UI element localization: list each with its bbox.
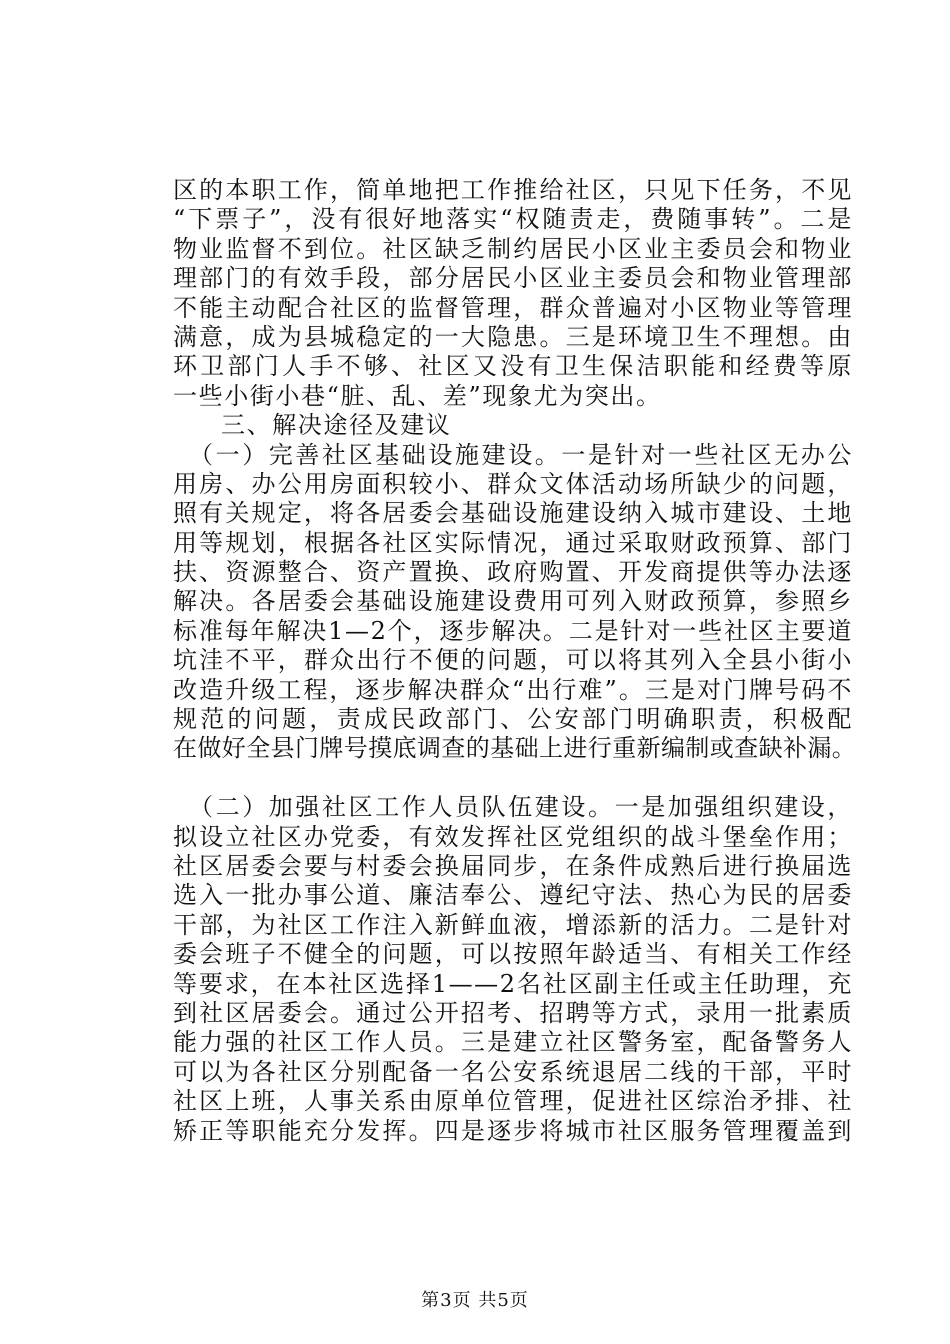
text-line: 可以为各社区分别配备一名公安系统退居二线的干部，平时 — [173, 1057, 853, 1086]
text-line: 到社区居委会。通过公开招考、招聘等方式，录用一批素质 — [173, 998, 853, 1027]
text-line: 用等规划，根据各社区实际情况，通过采取财政预算、部门 — [173, 528, 853, 557]
text-line: 照有关规定，将各居委会基础设施建设纳入城市建设、土地 — [173, 499, 853, 528]
text-line: 干部，为社区工作注入新鲜血液，增添新的活力。二是针对 — [173, 910, 853, 939]
text-line: （一）完善社区基础设施建设。一是针对一些社区无办公 — [189, 440, 853, 469]
text-line: 区的本职工作，简单地把工作推给社区，只见下任务，不见 — [173, 176, 853, 204]
text-line: 一些小街小巷“脏、乱、差”现象尤为突出。 — [173, 381, 662, 410]
paragraph-gap — [173, 764, 853, 793]
page-number-footer: 第3页 共5页 — [421, 1290, 529, 1311]
text-line: 不能主动配合社区的监督管理，群众普遍对小区物业等管理 — [173, 293, 853, 322]
text-line: （二）加强社区工作人员队伍建设。一是加强组织建设， — [189, 793, 853, 822]
text-line: 选入一批办事公道、廉洁奉公、遵纪守法、热心为民的居委 — [173, 881, 853, 910]
text-line: 理部门的有效手段，部分居民小区业主委员会和物业管理部 — [173, 264, 853, 293]
text-line: 在做好全县门牌号摸底调查的基础上进行重新编制或查缺补漏。 — [173, 734, 857, 763]
text-line: 坑洼不平，群众出行不便的问题，可以将其列入全县小街小 — [173, 646, 853, 675]
text-line: 等要求，在本社区选择1——2名社区副主任或主任助理，充 — [173, 969, 853, 998]
section-heading: 三、解决途径及建议 — [221, 411, 452, 440]
text-line: 解决。各居委会基础设施建设费用可列入财政预算，参照乡 — [173, 587, 853, 616]
text-line: 标准每年解决1—2个，逐步解决。二是针对一些社区主要道 — [173, 616, 853, 645]
paragraph-problems-continued — [173, 176, 853, 411]
text-line: 委会班子不健全的问题，可以按照年龄适当、有相关工作经 — [173, 940, 853, 969]
text-line: 能力强的社区工作人员。三是建立社区警务室，配备警务人 — [173, 1028, 853, 1057]
paragraph-infrastructure — [173, 440, 857, 764]
text-line: 环卫部门人手不够、社区又没有卫生保洁职能和经费等原 — [173, 352, 853, 381]
text-line: 用房、办公用房面积较小、群众文体活动场所缺少的问题， — [173, 469, 853, 498]
text-line: 矫正等职能充分发挥。四是逐步将城市社区服务管理覆盖到 — [173, 1116, 853, 1145]
text-line: 扶、资源整合、资产置换、政府购置、开发商提供等办法逐 — [173, 558, 853, 587]
text-line: 规范的问题，责成民政部门、公安部门明确职责，积极配 — [173, 705, 853, 734]
text-line: 物业监督不到位。社区缺乏制约居民小区业主委员会和物业 — [173, 234, 853, 263]
text-line: 社区上班，人事关系由原单位管理，促进社区综治矛排、社 — [173, 1087, 853, 1116]
paragraph-staffing — [173, 793, 853, 1146]
text-line: 满意，成为县城稳定的一大隐患。三是环境卫生不理想。由 — [173, 322, 853, 351]
text-line: “下票子”，没有很好地落实“权随责走，费随事转”。二是 — [173, 205, 853, 234]
text-line: 拟设立社区办党委，有效发挥社区党组织的战斗堡垒作用； — [173, 822, 853, 851]
document-body — [173, 176, 857, 1146]
text-line: 社区居委会要与村委会换届同步，在条件成熟后进行换届选 — [173, 851, 853, 880]
text-line: 改造升级工程，逐步解决群众“出行难”。三是对门牌号码不 — [173, 675, 853, 704]
